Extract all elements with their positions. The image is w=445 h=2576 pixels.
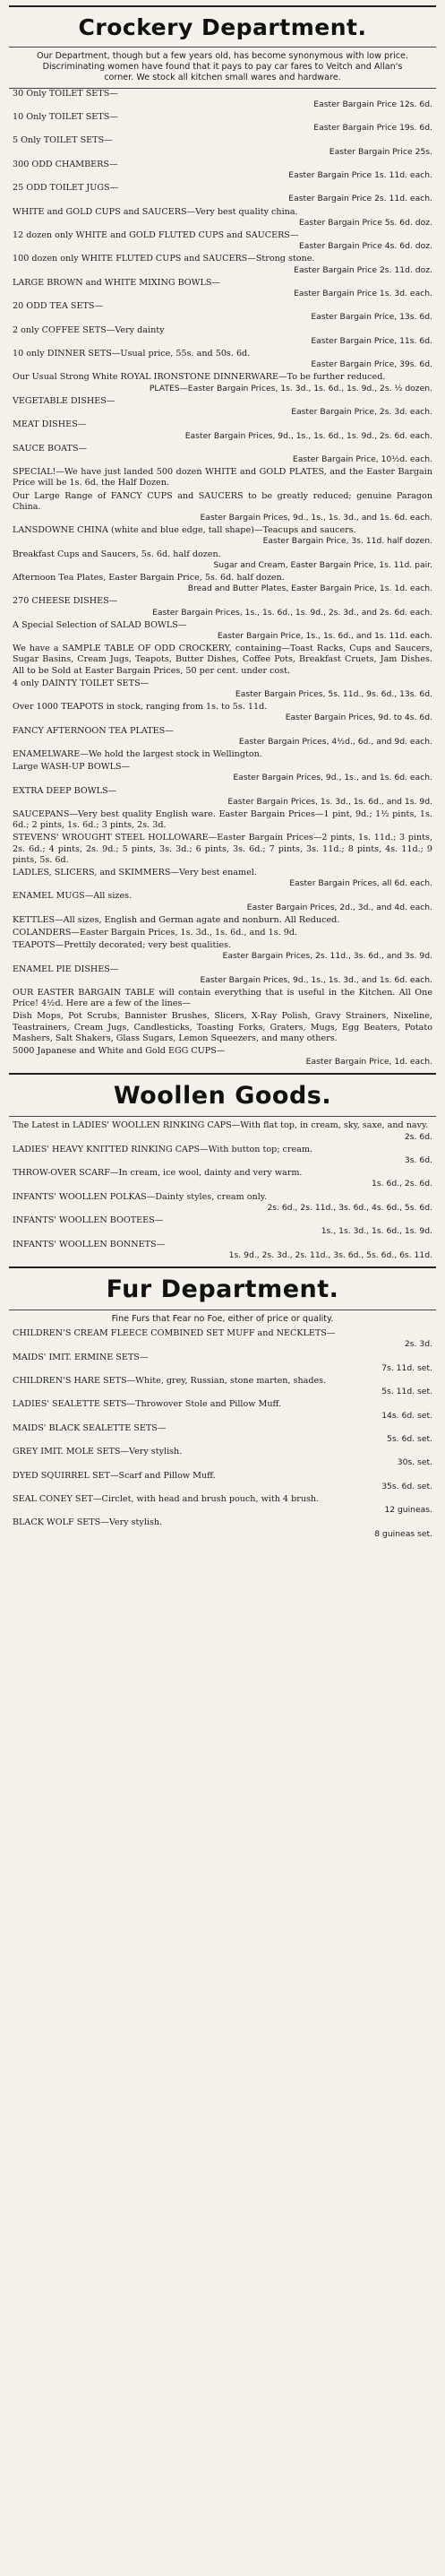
item-price: Bread and Butter Plates, Easter Bargain Price, 1s. 1d. each.	[187, 583, 432, 594]
item-price: 2s. 6d., 2s. 11d., 3s. 6d., 4s. 6d., 5s. 6d.	[267, 1202, 432, 1213]
list-item	[13, 786, 432, 808]
list-item	[13, 183, 432, 204]
list-item	[13, 1399, 432, 1421]
item-price: Easter Bargain Price 12s. 6d.	[313, 99, 432, 109]
item-price: Easter Bargain Price 25s.	[329, 146, 432, 157]
list-item	[13, 1240, 432, 1261]
list-item	[13, 1046, 432, 1068]
item-price: Easter Bargain Price 4s. 6d. doz.	[298, 241, 432, 252]
item-price: Easter Bargain Price 19s. 6d.	[313, 123, 432, 134]
list-item	[13, 964, 432, 986]
item-description: 10 Only TOILET SETS—	[13, 112, 118, 123]
list-item	[13, 915, 432, 926]
item-description: MAIDS' IMIT. ERMINE SETS—	[13, 1352, 149, 1362]
item-description: EXTRA DEEP BOWLS—	[13, 785, 117, 796]
item-price: Easter Bargain Price, 2s. 3d. each.	[291, 407, 432, 418]
list-item	[13, 349, 432, 370]
item-description: INFANTS' WOOLLEN BONNETS—	[13, 1239, 166, 1249]
item-price: 35s. 6d. set.	[381, 1481, 432, 1491]
item-description: FANCY AFTERNOON TEA PLATES—	[13, 725, 174, 736]
item-description: STEVENS' WROUGHT STEEL HOLLOWARE—Easter Bargain Prices—2 pints, 1s. 11d.; 3 pints, 2s. 6d.; 4 pints, 2s. 9d.; 5 pints, 3s. 3d.; 6 pints, 3s. 6d.; 7 pints, 3s. 11d.; 8 pints, 4s. 11d.; 9 pints, 5s. 6d.	[13, 833, 432, 865]
item-price: 2s. 3d.	[404, 1339, 432, 1350]
item-description: SAUCEPANS—Very best quality English ware. Easter Bargain Prices—1 pint, 9d.; 1½ pints, 1s. 6d.; 2 pints, 1s. 6d.; 3 pints, 2s. 3d.	[13, 809, 432, 831]
list-item	[13, 135, 432, 157]
item-description: Our Large Range of FANCY CUPS and SAUCERS to be greatly reduced; genuine Paragon China.	[13, 490, 432, 512]
item-price: Easter Bargain Prices, 2d., 3d., and 4d. each.	[246, 902, 432, 912]
list-item	[13, 833, 432, 866]
fur-heading: Fur Department.	[106, 1275, 339, 1303]
item-description: OUR EASTER BARGAIN TABLE will contain everything that is useful in the Kitchen. All One Price! 4½d. Here are a few of the lines—	[13, 988, 432, 1009]
list-item	[13, 230, 432, 252]
item-price: 1s. 9d., 2s. 3d., 2s. 11d., 3s. 6d., 5s. 6d., 6s. 11d.	[228, 1249, 432, 1260]
section-rule	[9, 1266, 436, 1268]
item-price: 30s. set.	[397, 1457, 432, 1468]
item-price: 8 guineas set.	[374, 1528, 432, 1539]
item-description: INFANTS' WOOLLEN POLKAS—Dainty styles, cream only.	[13, 1191, 268, 1202]
item-description: We have a SAMPLE TABLE OF ODD CROCKERY, containing—Toast Racks, Cups and Saucers, Sugar Basins, Cream Jugs, Teapots, Butter Dishes, Coffee Pots, Breakfast Cruets, Jam Dishes. All to be Sold at Easter Bargain Prices, 50 per cent. under cost.	[13, 644, 432, 676]
list-item	[13, 525, 432, 547]
list-item	[13, 809, 432, 831]
item-description: BLACK WOLF SETS—Very stylish.	[13, 1517, 163, 1528]
list-item	[13, 868, 432, 889]
item-description: ENAMEL MUGS—All sizes.	[13, 891, 133, 902]
list-item	[13, 549, 432, 571]
item-price: Easter Bargain Prices, 4½d., 6d., and 9d. each.	[238, 736, 432, 747]
item-price: Easter Bargain Prices, 9d., 1s., 1s. 6d., 1s. 9d., 2s. 6d. each.	[184, 430, 432, 441]
list-item	[13, 207, 432, 229]
list-item	[13, 1011, 432, 1044]
item-description: 2 only COFFEE SETS—Very dainty	[13, 324, 165, 335]
item-description: LADLES, SLICERS, and SKIMMERS—Very best enamel.	[13, 868, 257, 878]
item-price: Easter Bargain Price, 10½d. each.	[292, 454, 432, 464]
list-item	[13, 419, 432, 441]
item-price: Easter Bargain Prices, 1s. 3d., 1s. 6d., and 1s. 9d.	[227, 796, 432, 807]
item-description: 4 only DAINTY TOILET SETS—	[13, 678, 150, 688]
item-description: ENAMEL PIE DISHES—	[13, 964, 119, 974]
crockery-item-list	[9, 89, 436, 1068]
item-description: Our Usual Strong White ROYAL IRONSTONE DINNERWARE—To be further reduced.	[13, 372, 386, 383]
item-price: Easter Bargain Prices, 1s., 1s. 6d., 1s. 9d., 2s. 3d., and 2s. 6d. each.	[152, 607, 432, 618]
list-item	[13, 1471, 432, 1492]
list-item	[13, 467, 432, 488]
item-description: Afternoon Tea Plates, Easter Bargain Price, 5s. 6d. half dozen.	[13, 572, 285, 583]
item-description: 5 Only TOILET SETS—	[13, 135, 113, 146]
item-price: 1s. 6d., 2s. 6d.	[372, 1179, 432, 1189]
list-item	[13, 928, 432, 938]
item-description: LADIES' HEAVY KNITTED RINKING CAPS—With button top; cream.	[13, 1144, 313, 1154]
item-price: Easter Bargain Prices, 9d. to 4s. 6d.	[285, 713, 432, 723]
item-description: SEAL CONEY SET—Circlet, with head and brush pouch, with 4 brush.	[13, 1493, 320, 1504]
list-item	[13, 278, 432, 299]
item-price: Easter Bargain Price, 13s. 6d.	[311, 312, 432, 323]
item-price: 3s. 6d.	[404, 1155, 432, 1166]
item-price: Easter Bargain Price, 39s. 6d.	[311, 359, 432, 370]
list-item	[13, 573, 432, 594]
item-description: MEAT DISHES—	[13, 419, 87, 430]
item-description: The Latest in LADIES' WOOLLEN RINKING CAPS—With flat top, in cream, sky, saxe, and navy.	[13, 1120, 429, 1131]
item-price: Easter Bargain Price, 1s., 1s. 6d., and 1s. 11d. each.	[217, 630, 432, 641]
item-price: 2s. 6d.	[404, 1131, 432, 1142]
item-price: Easter Bargain Prices, 5s. 11d., 9s. 6d., 13s. 6d.	[235, 688, 432, 699]
list-item	[13, 301, 432, 323]
item-description: INFANTS' WOOLLEN BOOTEES—	[13, 1215, 164, 1226]
item-price: 5s. 11d. set.	[381, 1387, 432, 1397]
list-item	[13, 1353, 432, 1374]
section-rule	[9, 1073, 436, 1075]
item-price: Easter Bargain Price, 1d. each.	[305, 1057, 432, 1068]
item-price: Easter Bargain Prices, 9d., 1s., and 1s. 6d. each.	[233, 773, 432, 783]
item-price: 14s. 6d. set.	[381, 1410, 432, 1421]
list-item	[13, 891, 432, 912]
list-item	[13, 749, 432, 760]
list-item	[13, 325, 432, 347]
list-item	[13, 679, 432, 700]
fur-intro: Fine Furs that Fear no Foe, either of price or quality.	[111, 1313, 334, 1324]
list-item	[13, 1215, 432, 1237]
list-item	[13, 372, 432, 393]
item-description: 100 dozen only WHITE FLUTED CUPS and SAUCERS—Strong stone.	[13, 254, 315, 264]
list-item	[13, 988, 432, 1009]
item-price: Easter Bargain Price 5s. 6d. doz.	[298, 217, 432, 228]
list-item	[13, 1145, 432, 1166]
list-item	[13, 1328, 432, 1350]
list-item	[13, 1376, 432, 1397]
item-description: Large WASH-UP BOWLS—	[13, 762, 131, 773]
list-item	[13, 444, 432, 465]
item-description: SAUCE BOATS—	[13, 443, 88, 454]
item-description: TEAPOTS—Prettily decorated; very best qualities.	[13, 940, 232, 951]
list-item	[13, 644, 432, 677]
item-description: CHILDREN'S CREAM FLEECE COMBINED SET MUFF and NECKLETS—	[13, 1328, 336, 1339]
item-description: 270 CHEESE DISHES—	[13, 596, 118, 607]
list-item	[13, 491, 432, 524]
item-description: Over 1000 TEAPOTS in stock, ranging from 1s. to 5s. 11d.	[13, 702, 268, 713]
item-description: LANSDOWNE CHINA (white and blue edge, tall shape)—Teacups and saucers.	[13, 525, 356, 536]
item-price: Sugar and Cream, Easter Bargain Price, 1s. 11d. pair.	[213, 559, 432, 570]
item-description: LADIES' SEALETTE SETS—Throwover Stole and Pillow Muff.	[13, 1399, 282, 1410]
item-description: 10 only DINNER SETS—Usual price, 55s. and 50s. 6d.	[13, 349, 251, 359]
list-item	[13, 1423, 432, 1445]
item-price: Easter Bargain Price 2s. 11d. doz.	[294, 264, 432, 275]
list-item	[13, 396, 432, 418]
item-description: VEGETABLE DISHES—	[13, 395, 116, 406]
item-description: COLANDERS—Easter Bargain Prices, 1s. 3d., 1s. 6d., and 1s. 9d.	[13, 928, 298, 938]
crockery-heading: Crockery Department.	[78, 14, 367, 40]
item-description: 25 ODD TOILET JUGS—	[13, 183, 119, 194]
fur-item-list	[9, 1328, 436, 1540]
item-price: 5s. 6d. set.	[387, 1433, 432, 1444]
list-item	[13, 254, 432, 275]
item-price: Easter Bargain Prices, 9d., 1s., 1s. 3d., and 1s. 6d. each.	[200, 512, 432, 523]
item-description: 5000 Japanese and White and Gold EGG CUPS—	[13, 1046, 226, 1057]
list-item	[13, 1517, 432, 1539]
item-description: ENAMELWARE—We hold the largest stock in Wellington.	[13, 748, 262, 759]
list-item	[13, 1494, 432, 1516]
item-price: Easter Bargain Prices, all 6d. each.	[289, 878, 432, 889]
item-description: 30 Only TOILET SETS—	[13, 88, 118, 99]
item-description: Breakfast Cups and Saucers, 5s. 6d. half dozen.	[13, 549, 221, 559]
list-item	[13, 1192, 432, 1214]
item-description: WHITE and GOLD CUPS and SAUCERS—Very best quality china.	[13, 206, 298, 217]
list-item	[13, 702, 432, 723]
item-price: Easter Bargain Prices, 2s. 11d., 3s. 6d., and 3s. 9d.	[222, 951, 432, 962]
list-item	[13, 1168, 432, 1189]
item-price: 12 guineas.	[384, 1505, 432, 1516]
item-price: 1s., 1s. 3d., 1s. 6d., 1s. 9d.	[321, 1226, 432, 1237]
list-item	[13, 940, 432, 962]
list-item	[13, 762, 432, 783]
item-price: Easter Bargain Price 2s. 11d. each.	[288, 194, 432, 204]
list-item	[13, 112, 432, 134]
item-price: Easter Bargain Price, 11s. 6d.	[311, 335, 432, 346]
list-item	[13, 726, 432, 748]
item-price: Easter Bargain Price 1s. 3d. each.	[294, 289, 432, 299]
list-item	[13, 1120, 432, 1142]
item-price: Easter Bargain Price, 3s. 11d. half dozen.	[262, 536, 432, 547]
item-description: 20 ODD TEA SETS—	[13, 301, 104, 312]
list-item	[13, 596, 432, 618]
item-description: CHILDREN'S HARE SETS—White, grey, Russian, stone marten, shades.	[13, 1375, 327, 1386]
item-price: PLATES—Easter Bargain Prices, 1s. 3d., 1s. 6d., 1s. 9d., 2s. ½ dozen.	[149, 383, 432, 393]
item-description: KETTLES—All sizes, English and German agate and nonburn. All Reduced.	[13, 914, 340, 925]
item-description: 12 dozen only WHITE and GOLD FLUTED CUPS and SAUCERS—	[13, 230, 299, 241]
item-description: A Special Selection of SALAD BOWLS—	[13, 619, 187, 630]
item-price: Easter Bargain Prices, 9d., 1s., 1s. 3d., and 1s. 6d. each.	[200, 974, 432, 985]
woollen-heading: Woollen Goods.	[113, 1082, 332, 1111]
item-description: LARGE BROWN and WHITE MIXING BOWLS—	[13, 277, 221, 288]
item-description: 300 ODD CHAMBERS—	[13, 159, 118, 169]
item-price: 7s. 11d. set.	[381, 1362, 432, 1373]
item-description: GREY IMIT. MOLE SETS—Very stylish.	[13, 1447, 183, 1457]
top-rule	[9, 5, 436, 7]
list-item	[13, 1447, 432, 1468]
item-description: Dish Mops, Pot Scrubs, Bannister Brushes, Slicers, X-Ray Polish, Gravy Strainers, Nixeline, Teastrainers, Cream Jugs, Candlesticks, Toasting Forks, Graters, Mugs, Egg Beaters, Potato Mashers, Salt Shakers, Glass Sugars, Lemon Squeezers, and many others.	[13, 1011, 432, 1043]
list-item	[13, 89, 432, 110]
item-description: MAIDS' BLACK SEALETTE SETS—	[13, 1422, 167, 1433]
item-description: SPECIAL!—We have just landed 500 dozen WHITE and GOLD PLATES, and the Easter Bargain Price will be 1s. 6d. the Half Dozen.	[13, 467, 432, 488]
item-description: THROW-OVER SCARF—In cream, ice wool, dainty and very warm.	[13, 1168, 303, 1179]
list-item	[13, 160, 432, 181]
item-price: Easter Bargain Price 1s. 11d. each.	[288, 170, 432, 181]
woollen-item-list	[9, 1117, 436, 1260]
list-item	[13, 620, 432, 642]
item-description: DYED SQUIRREL SET—Scarf and Pillow Muff.	[13, 1470, 216, 1481]
crockery-intro: Our Department, though but a few years old, has become synonymous with low price. Discriminating women have found that it pays to pay car fares to Veitch and Allan's corner. We stock all kitchen small wares and hardware.	[37, 51, 408, 83]
